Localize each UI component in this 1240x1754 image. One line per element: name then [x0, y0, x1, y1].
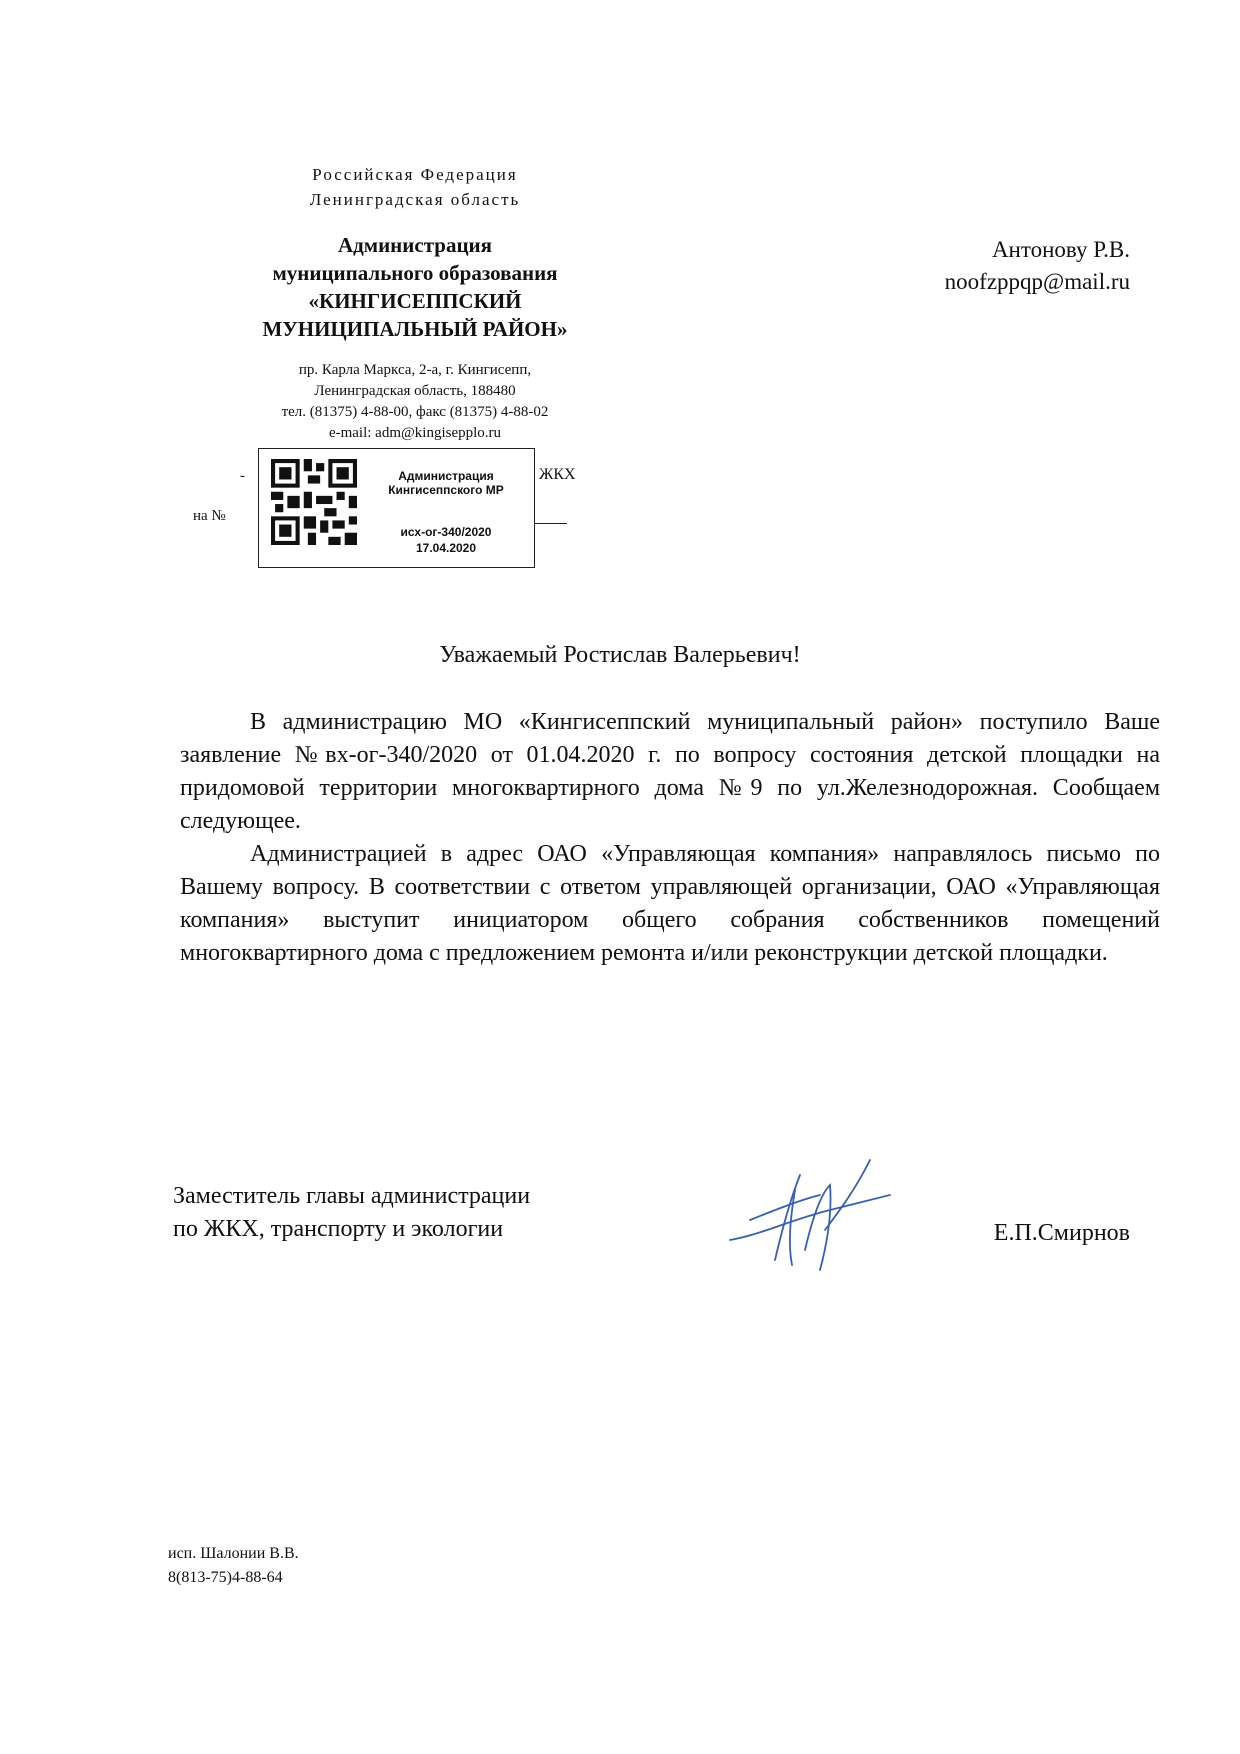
stamp-org: Администрация — [398, 469, 494, 483]
title-line: Заместитель главы администрации — [173, 1183, 531, 1209]
org-name — [200, 231, 630, 343]
org-line: МУНИЦИПАЛЬНЫЙ РАЙОН» — [262, 317, 568, 341]
address-line: Ленинградская область, 188480 — [314, 383, 516, 399]
handwritten-signature — [720, 1150, 900, 1275]
stamp-number: исх-ог-340/2020 — [400, 525, 492, 539]
recipient-email: noofzppqp@mail.ru — [944, 269, 1130, 294]
org-address — [200, 360, 630, 444]
dept-label: ЖКХ — [539, 466, 576, 483]
address-line: e-mail: adm@kingisepplo.ru — [328, 425, 502, 441]
qr-code-icon — [271, 459, 357, 545]
region: Ленинградская область — [309, 190, 521, 209]
dash: - — [240, 468, 245, 484]
ref-label: на № — [193, 508, 226, 524]
signatory-name: Е.П.Смирнов — [993, 1220, 1130, 1246]
executor-info — [168, 1542, 299, 1590]
letter-body — [180, 706, 1160, 970]
recipient — [945, 234, 1130, 298]
org-line: Администрация — [337, 233, 493, 257]
paragraph: В администрацию МО «Кингисеппский муниципальный район» поступило Ваше заявление №вх-ог-340/2020 от 01.04.2020 г. по вопросу состояния детской площадки на придомовой территории многоквартирного дома №9 по ул.Железнодорожная. Сообщаем следующее. — [180, 709, 1160, 834]
paragraph: Администрацией в адрес ОАО «Управляющая компания» направлялось письмо по Вашему вопросу. В соответствии с ответом управляющей организации, ОАО «Управляющая компания» выступит инициатором общего собрания собственников помещений многоквартирного дома с предложением ремонта и/или реконструкции детской площадки. — [180, 841, 1160, 966]
greeting: Уважаемый Ростислав Валерьевич! — [439, 642, 801, 668]
ref-line — [535, 523, 567, 524]
executor-phone: 8(813-75)4-88-64 — [168, 1569, 283, 1586]
org-line: муниципального образования — [272, 261, 558, 285]
stamp-date: 17.04.2020 — [415, 541, 477, 555]
org-line: «КИНГИСЕППСКИЙ — [308, 289, 522, 313]
country: Российская Федерация — [312, 165, 518, 184]
title-line: по ЖКХ, транспорту и экологии — [173, 1216, 504, 1242]
stamp-org2: Кингисеппского МР — [388, 483, 504, 497]
address-line: пр. Карла Маркса, 2-а, г. Кингисепп, — [298, 362, 532, 378]
signatory-title — [173, 1180, 530, 1246]
address-line: тел. (81375) 4-88-00, факс (81375) 4-88-02 — [281, 404, 549, 420]
recipient-name: Антонову Р.В. — [991, 237, 1130, 262]
registration-stamp — [258, 448, 535, 568]
executor-name: исп. Шалонии В.В. — [168, 1545, 299, 1562]
